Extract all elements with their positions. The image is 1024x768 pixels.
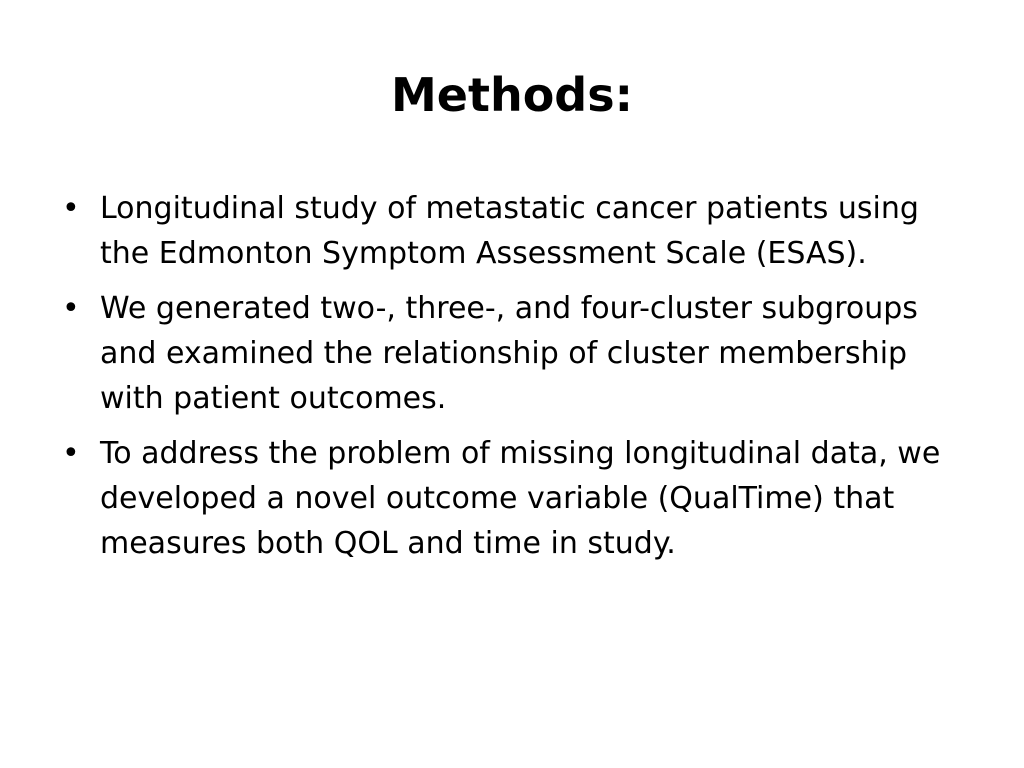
slide-title: Methods: xyxy=(390,68,634,122)
bullet-text: We generated two-, three-, and four-cluster subgroups and examined the relationship of cluster membership with patient outcomes. xyxy=(100,291,918,416)
bullet-list xyxy=(60,186,960,576)
bullet-text: To address the problem of missing longitudinal data, we developed a novel outcome variable (QualTime) that measures both QOL and time in study. xyxy=(100,436,941,561)
bullet-text: Longitudinal study of metastatic cancer patients using the Edmonton Symptom Assessment Scale (ESAS). xyxy=(100,191,919,271)
list-item xyxy=(60,286,960,421)
list-item xyxy=(60,431,960,566)
bullet-icon: • xyxy=(62,436,80,471)
bullet-icon: • xyxy=(62,291,80,326)
bullet-icon: • xyxy=(62,191,80,226)
list-item xyxy=(60,186,960,276)
